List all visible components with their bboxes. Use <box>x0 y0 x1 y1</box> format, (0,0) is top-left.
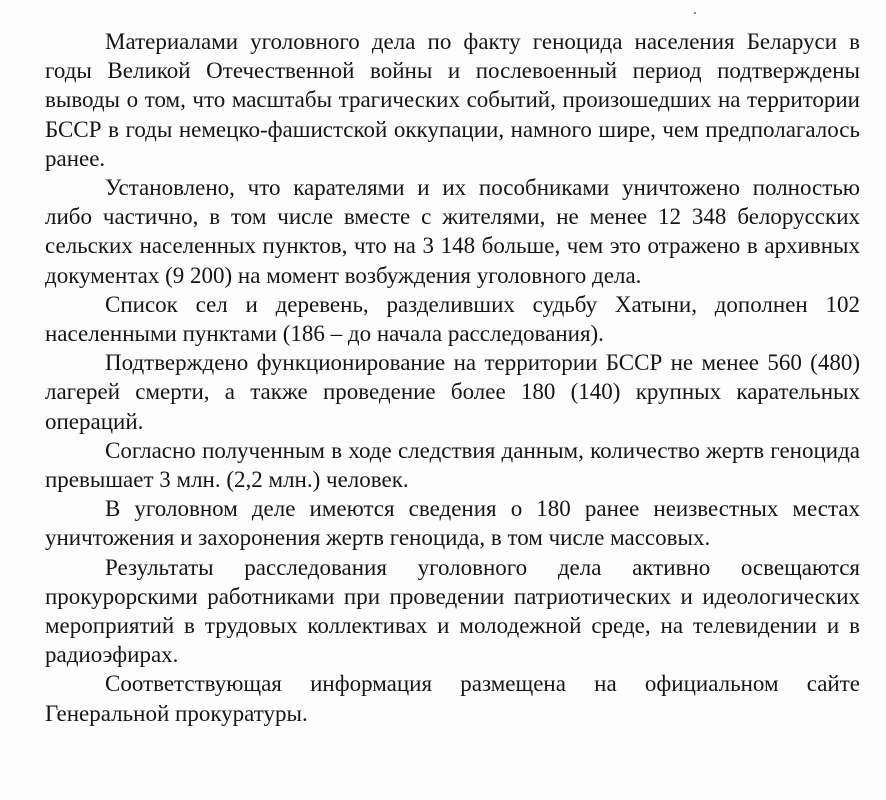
paragraph-death-camps: Подтверждено функционирование на территории БССР не менее 560 (480) лагерей смерти, а также проведение более 180 (140) крупных карательных операций. <box>45 350 860 434</box>
paragraph-settlements-destroyed: Установлено, что карателями и их пособниками уничтожено полностью либо частично, в том числе вместе с жителями, не менее 12 348 белорусских сельских населенных пунктов, что на 3 148 больше, чем это отражено в архивных документах (9 200) на момент возбуждения уголовного дела. <box>45 175 860 288</box>
paragraph-outreach: Результаты расследования уголовного дела активно освещаются прокурорскими работниками при проведении патриотических и идеологических мероприятий в трудовых коллективах и молодежной среде, на телевидении и в радиоэфирах. <box>45 554 860 668</box>
paragraph-website-info: Соответствующая информация размещена на официальном сайте Генеральной прокуратуры. <box>45 671 860 726</box>
paragraph-case-materials: Материалами уголовного дела по факту геноцида населения Беларуси в годы Великой Отечественной войны и послевоенный период подтверждены выводы о том, что масштабы трагических событий, произошедших на территории БССР в годы немецко-фашистской оккупации, намного шире, чем предполагалось ранее. <box>45 29 860 171</box>
scan-speck <box>694 12 696 14</box>
paragraph-burial-sites: В уголовном деле имеются сведения о 180 ранее неизвестных местах уничтожения и захоронения жертв геноцида, в том числе массовых. <box>45 496 860 551</box>
paragraph-victims-count: Согласно полученным в ходе следствия данным, количество жертв геноцида превышает 3 млн. (2,2 млн.) человек. <box>45 437 860 493</box>
paragraph-khatyn-list: Список сел и деревень, разделивших судьбу Хатыни, дополнен 102 населенными пунктами (186 – до начала расследования). <box>45 291 860 347</box>
document-body <box>45 27 860 728</box>
